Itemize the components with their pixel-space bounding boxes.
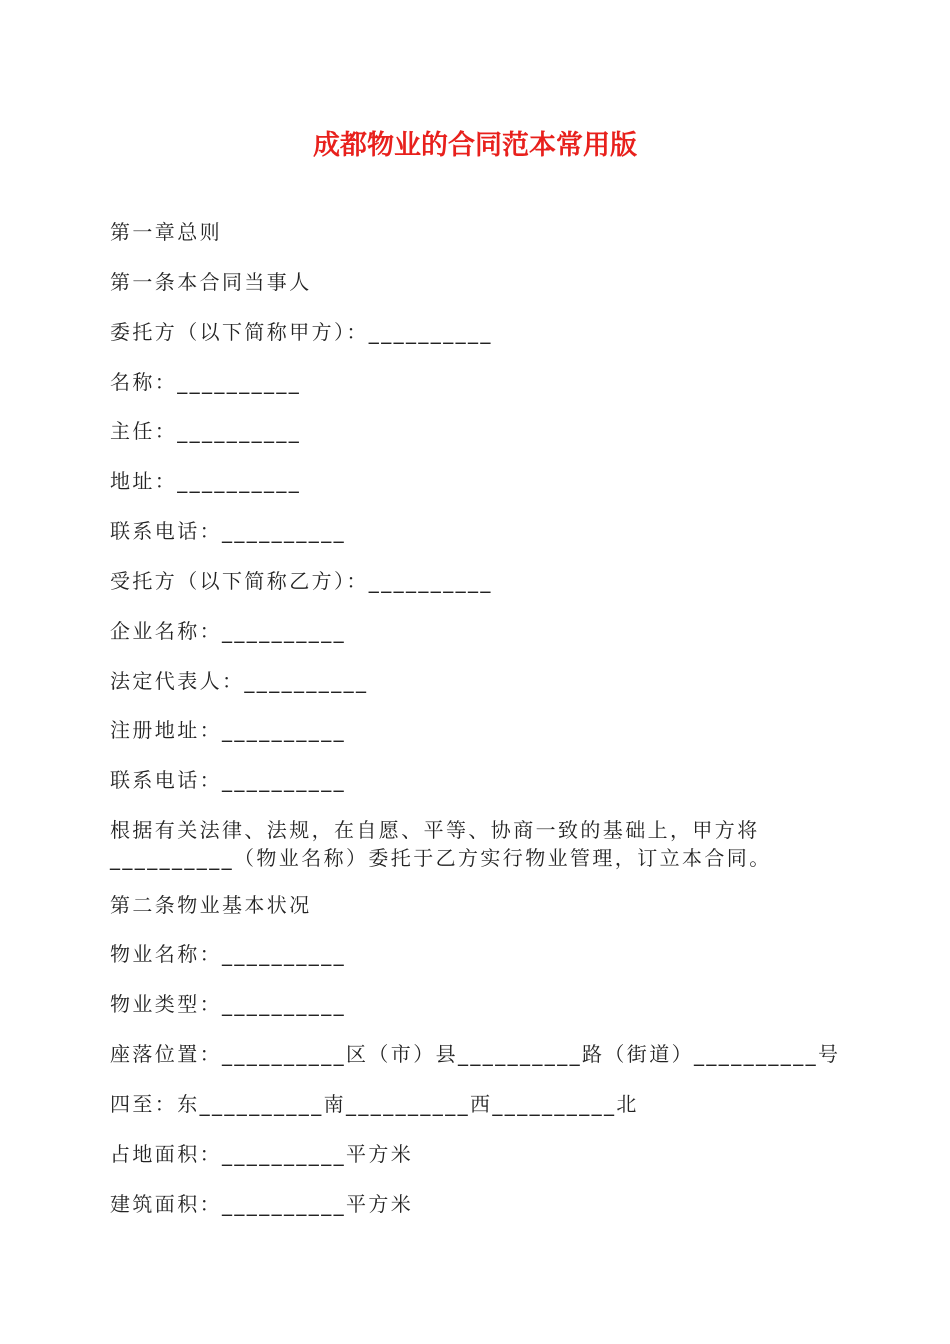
field-line: 联系电话：__________: [110, 768, 346, 792]
field-line: 委托方（以下简称甲方）：__________: [110, 320, 493, 344]
field-line: 物业类型：__________: [110, 992, 346, 1016]
agreement-paragraph: 根据有关法律、法规，在自愿、平等、协商一致的基础上，甲方将__________（物业名称）委托于乙方实行物业管理，订立本合同。: [110, 818, 772, 870]
field-line: 占地面积：__________平方米: [110, 1142, 414, 1166]
field-line: 名称：__________: [110, 370, 302, 394]
field-line: 注册地址：__________: [110, 718, 346, 742]
field-line: 座落位置：__________区（市）县__________路（街道）__________号: [110, 1042, 841, 1066]
field-line: 联系电话：__________: [110, 519, 346, 543]
field-line: 主任：__________: [110, 419, 302, 443]
field-line: 法定代表人：__________: [110, 669, 369, 693]
field-line: 建筑面积：__________平方米: [110, 1192, 414, 1216]
article-heading: 第二条物业基本状况: [110, 893, 312, 917]
document-title: 成都物业的合同范本常用版: [313, 130, 637, 161]
field-line: 四至：东__________南__________西__________北: [110, 1092, 639, 1116]
chapter-heading: 第一章总则: [110, 220, 222, 244]
field-line: 地址：__________: [110, 469, 302, 493]
field-line: 企业名称：__________: [110, 619, 346, 643]
field-line: 物业名称：__________: [110, 942, 346, 966]
article-heading: 第一条本合同当事人: [110, 270, 312, 294]
field-line: 受托方（以下简称乙方）：__________: [110, 569, 493, 593]
